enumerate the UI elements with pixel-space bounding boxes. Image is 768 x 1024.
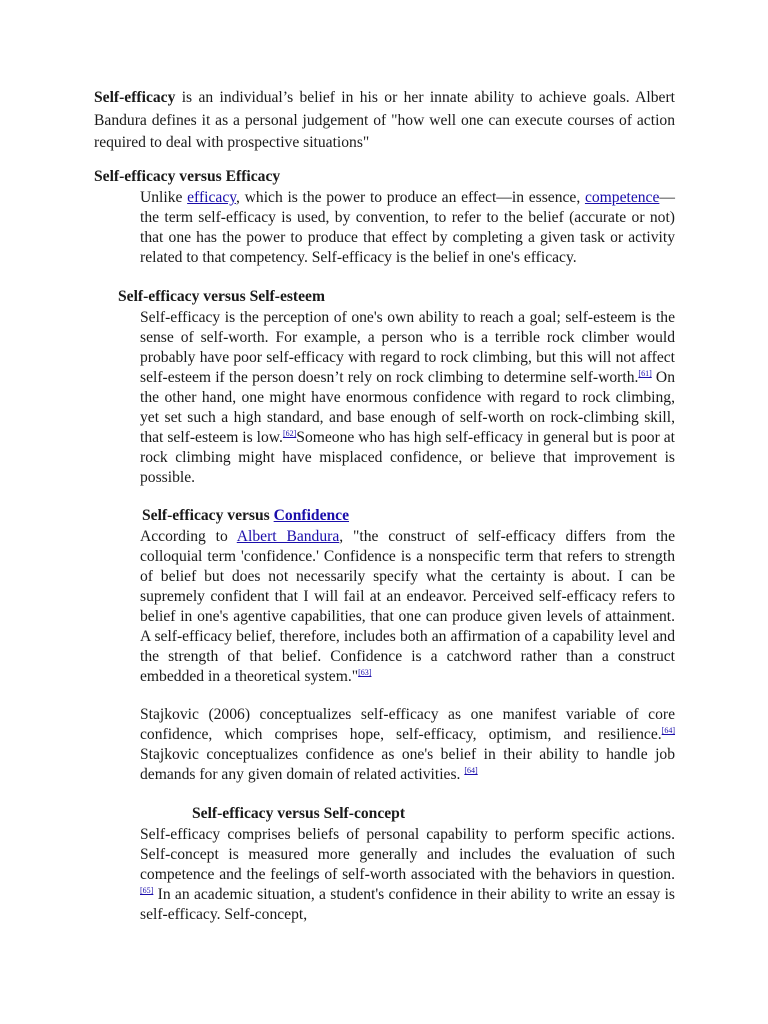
citation-63[interactable]: [63] [358, 667, 372, 677]
heading-efficacy: Self-efficacy versus Efficacy [94, 168, 281, 185]
heading-prefix: Self-efficacy versus [142, 507, 274, 524]
link-competence[interactable]: competence [584, 189, 660, 206]
heading-self-esteem: Self-efficacy versus Self-esteem [118, 288, 325, 305]
text-run: Self-efficacy is the perception of one's own ability to reach a goal; self-esteem is the sense of self-worth. For example, a person who is a terrible rock climber would probably have poor self-efficacy with regard to rock climbing, but this will not affect self-esteem if the person doesn’t rely on rock climbing to determine self-worth. [140, 309, 675, 386]
link-efficacy[interactable]: efficacy [187, 189, 237, 206]
intro-paragraph [94, 87, 675, 155]
heading-confidence [142, 506, 349, 526]
text-run: Stajkovic conceptualizes confidence as one's belief in their ability to handle job demands for any given domain of related activities. [140, 746, 675, 783]
link-albert-bandura[interactable]: Albert Bandura [236, 528, 340, 545]
text-run: Someone who has high self-efficacy in general but is poor at rock climbing might have misplaced confidence, or believe that improvement is possible. [140, 429, 676, 486]
citation-62[interactable]: [62] [282, 428, 297, 438]
paragraph-self-esteem [140, 308, 675, 488]
intro-text: is an individual’s belief in his or her innate ability to achieve goals. Albert Bandura defines it as a personal judgement of "how well one can execute courses of action required to deal with prospective situations" [94, 89, 675, 151]
text-run: , "the construct of self-efficacy differs from the colloquial term 'confidence.' Confidence is a nonspecific term that refers to strength of belief but does not necessarily specify what the certainty is about. I can be supremely confident that I will fail at an endeavor. Perceived self-efficacy refers to belief in one's agentive capabilities, that one can produce given levels of attainment. A self-efficacy belief, therefore, includes both an affirmation of a capability level and the strength of that belief. Confidence is a catchword rather than a construct embedded in a theoretical system." [140, 528, 675, 685]
intro-term: Self-efficacy [94, 89, 176, 106]
text-run: —the term self-efficacy is used, by convention, to refer to the belief (accurate or not) that one has the power to produce that effect by completing a given task or activity related to that competency. Self-efficacy is the belief in one's efficacy. [140, 189, 675, 266]
paragraph-stajkovic [140, 705, 675, 785]
text-run: , which is the power to produce an effect—in essence, [236, 189, 585, 206]
heading-self-concept: Self-efficacy versus Self-concept [192, 805, 406, 822]
citation-64[interactable]: [64] [661, 725, 675, 735]
citation-61[interactable]: [61] [638, 368, 652, 378]
paragraph-self-concept [140, 825, 675, 925]
text-run: Stajkovic (2006) conceptualizes self-efficacy as one manifest variable of core confidence, which comprises hope, self-efficacy, optimism, and resilience. [140, 706, 675, 743]
paragraph-bandura-quote [140, 527, 675, 687]
text-run: According to [140, 528, 237, 545]
text-run: In an academic situation, a student's confidence in their ability to write an essay is self-efficacy. Self-concept, [140, 886, 675, 923]
paragraph-efficacy [140, 188, 675, 268]
text-run: Unlike [140, 189, 188, 206]
citation-65[interactable]: [65] [140, 885, 154, 895]
link-confidence[interactable]: Confidence [273, 507, 350, 524]
text-run: On the other hand, one might have enormous confidence with regard to rock climbing, yet set such a high standard, and base enough of self-worth on rock-climbing skill, that self-esteem is low. [140, 369, 675, 446]
text-run: Self-efficacy comprises beliefs of personal capability to perform specific actions. Self-concept is measured more generally and includes the evaluation of such competence and the feelings of self-worth associated with the behaviors in question. [140, 826, 675, 883]
citation-64-second[interactable]: [64] [464, 765, 478, 775]
